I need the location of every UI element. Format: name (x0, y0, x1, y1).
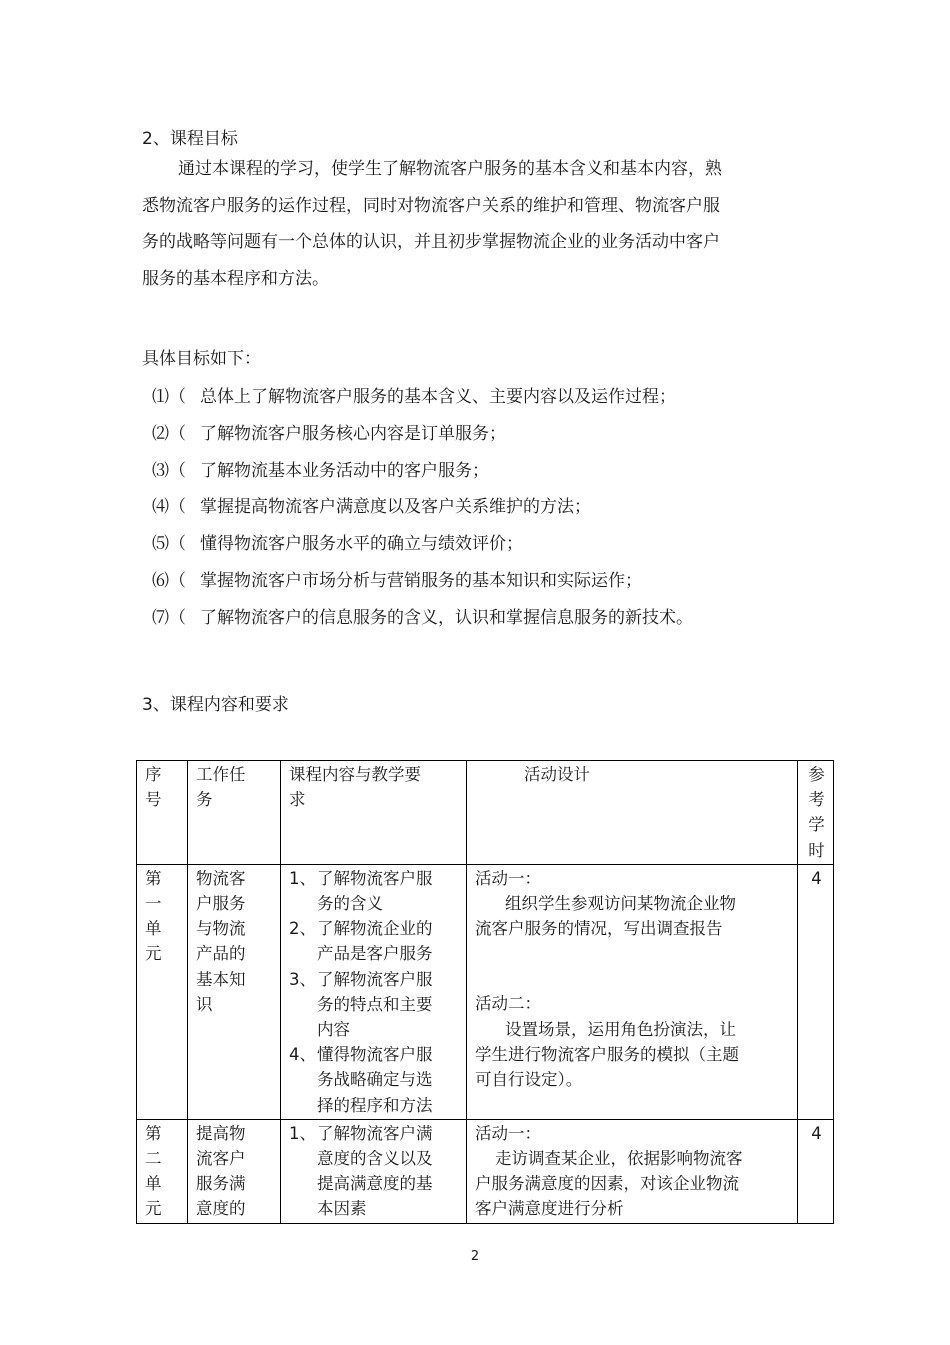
row-hours: 4 (798, 1119, 834, 1223)
row-activity: 活动一： 组织学生参观访问某物流企业物 流客户服务的情况，写出调查报告 活动二： 设置场景，运用角色扮演法，让 学生进行物流客户服务的模拟（主题 可自行设定）。 (467, 864, 798, 1119)
section3-heading: 3、课程内容和要求 (142, 695, 289, 715)
goal-number: ⑴（ (152, 387, 186, 407)
goal-text: 懂得物流客户服务水平的确立与绩效评价； (200, 534, 523, 555)
row-seq: 第 一 单 元 (137, 864, 188, 1119)
course-content-table (136, 760, 834, 1224)
section2-heading: 2、课程目标 (142, 129, 238, 149)
intro-line-4: 服务的基本程序和方法。 (142, 268, 329, 289)
goal-text: 掌握提高物流客户满意度以及客户关系维护的方法； (200, 497, 591, 518)
header-task: 工作任 务 (188, 761, 281, 865)
goal-number: ⑹（ (152, 570, 186, 591)
list-item (152, 605, 693, 642)
row-task: 物流客 户服务 与物流 产品的 基本知 识 (188, 864, 281, 1119)
row-activity: 活动一： 走访调查某企业，依据影响物流客 户服务满意度的因素，对该企业物流 客户满意度进行分析 (467, 1119, 798, 1223)
goal-number: ⑸（ (152, 534, 186, 555)
goal-number: ⑷（ (152, 497, 186, 518)
list-item: 1、 了解物流客户满 意度的含义以及 提高满意度的基 本因素 (289, 1123, 433, 1219)
goals-list (152, 384, 693, 642)
row-seq: 第 二 单 元 (137, 1119, 188, 1223)
intro-line-2: 悉物流客户服务的运作过程，同时对物流客户关系的维护和管理、物流客户服 (142, 195, 720, 216)
activity-title: 活动一： (475, 1123, 541, 1143)
table-header-row (137, 761, 834, 865)
goal-text: 掌握物流客户市场分析与营销服务的基本知识和实际运作； (200, 570, 642, 591)
header-content: 课程内容与教学要 求 (281, 761, 467, 865)
header-hours: 参 考 学 时 (798, 761, 834, 865)
header-activity: 活动设计 (467, 761, 798, 865)
list-item (152, 458, 693, 495)
list-item: 1、 了解物流客户服 务的含义 (289, 868, 433, 914)
goals-heading: 具体目标如下： (142, 349, 261, 369)
list-item (152, 494, 693, 531)
intro-line-1: 通过本课程的学习，使学生了解物流客户服务的基本含义和基本内容，熟 (178, 159, 722, 179)
goal-text: 了解物流客户服务核心内容是订单服务； (200, 423, 506, 444)
activity-title: 活动二： (475, 994, 541, 1014)
goal-text: 了解物流基本业务活动中的客户服务； (200, 460, 489, 481)
goal-number: ⑵（ (152, 423, 186, 444)
list-item (152, 568, 693, 605)
list-item (152, 421, 693, 458)
goal-text: 了解物流客户的信息服务的含义，认识和掌握信息服务的新技术。 (200, 607, 693, 628)
activity-title: 活动一： (475, 868, 541, 888)
list-item: 2、 了解物流企业的 产品是客户服务 (289, 919, 433, 964)
list-item (152, 531, 693, 568)
header-seq: 序 号 (137, 761, 188, 865)
goal-text: 总体上了解物流客户服务的基本含义、主要内容以及运作过程； (200, 387, 676, 407)
table-row (137, 1119, 834, 1223)
row-content (281, 864, 467, 1119)
row-task: 提高物 流客户 服务满 意度的 (188, 1119, 281, 1223)
list-item: 3、 了解物流客户服 务的特点和主要 内容 (289, 969, 433, 1040)
row-content (281, 1119, 467, 1223)
goal-number: ⑶（ (152, 460, 186, 481)
list-item (152, 384, 693, 421)
page-number: 2 (470, 1249, 480, 1264)
intro-line-3: 务的战略等问题有一个总体的认识，并且初步掌握物流企业的业务活动中客户 (142, 232, 720, 252)
list-item: 4、 懂得物流客户服 务战略确定与选 择的程序和方法 (289, 1045, 433, 1115)
table-row (137, 864, 834, 1119)
goal-number: ⑺（ (152, 607, 186, 628)
course-goals-paragraph (142, 151, 782, 297)
row-hours: 4 (798, 864, 834, 1119)
